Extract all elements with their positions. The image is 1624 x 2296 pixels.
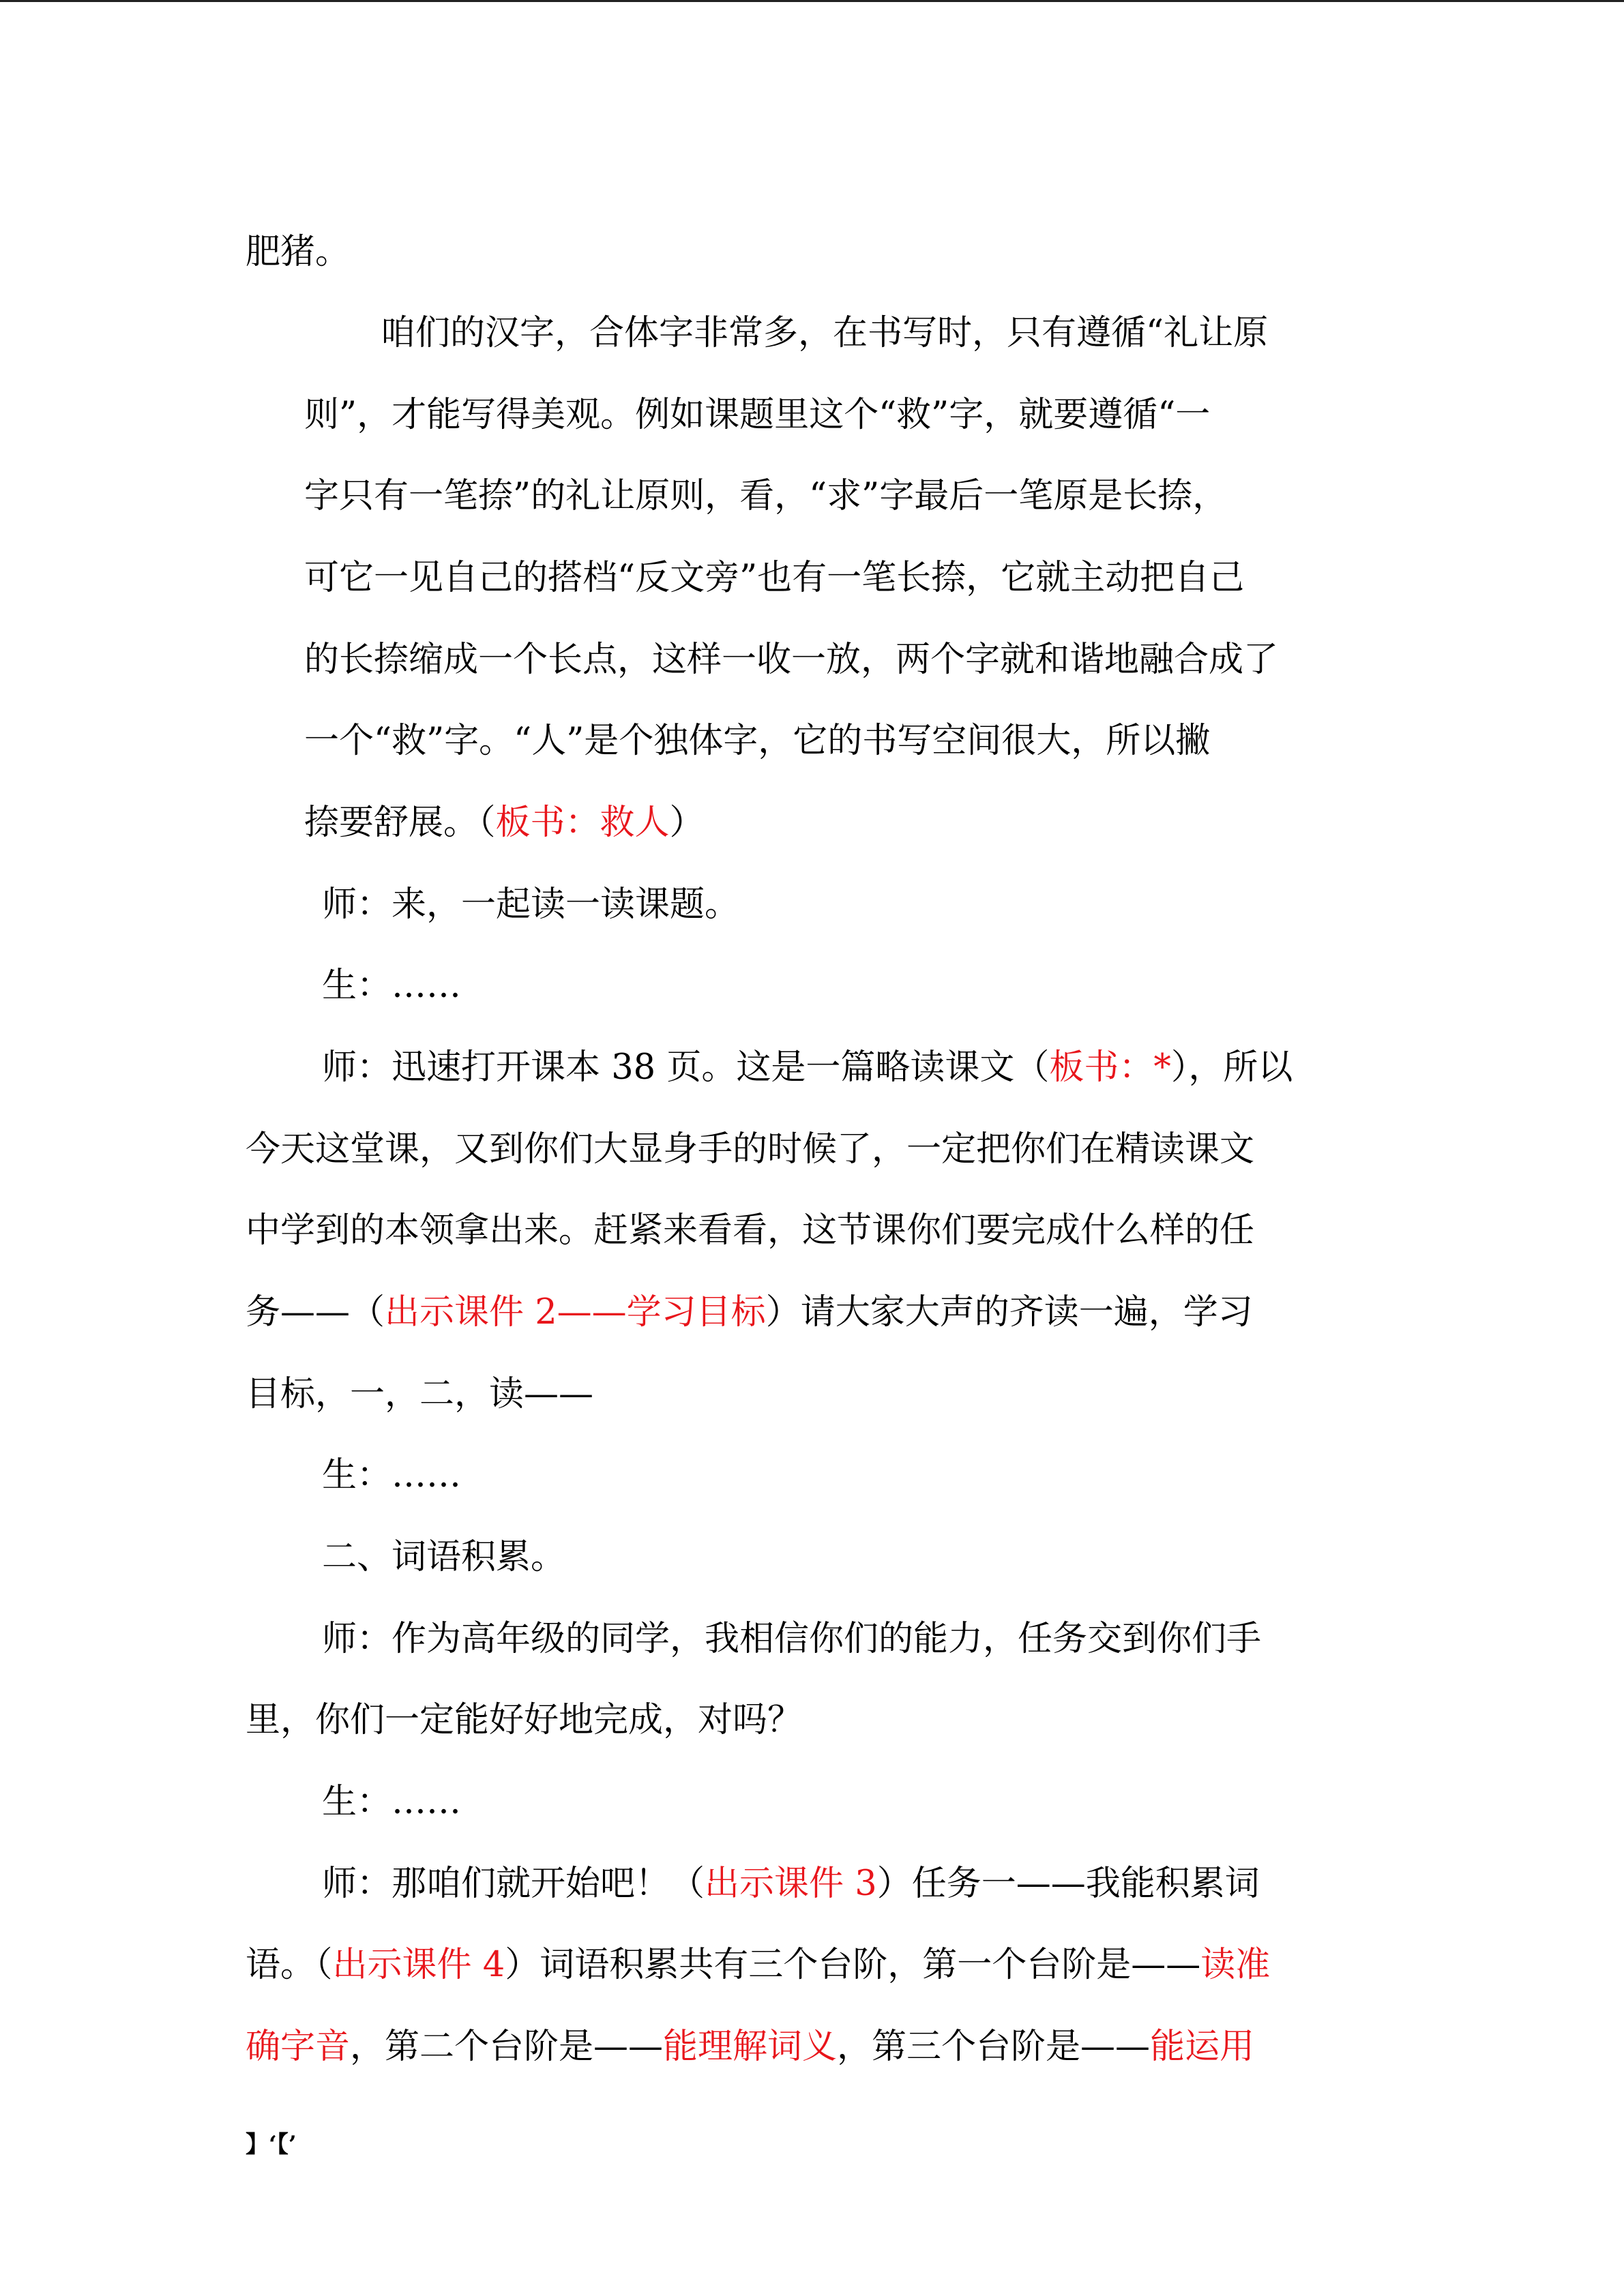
text-run: 生：…… [322, 966, 462, 1006]
text-run: 则”，才能写得美观。例如课题里这个“救”字，就要遵循“一 [304, 395, 1211, 435]
text-run: 可它一见自己的搭档“反文旁”也有一笔长捺，它就主动把自己 [304, 558, 1245, 598]
highlight-text: 能运用 [1150, 2027, 1255, 2067]
text-run: 务——（ [246, 1292, 385, 1332]
text-line [322, 1619, 1261, 1660]
text-run: 中学到的本领拿出来。赶紧来看看，这节课你们要完成什么样的任 [246, 1210, 1255, 1251]
text-run: 肥猪。 [246, 232, 351, 272]
text-run: 师：作为高年级的同学，我相信你们的能力，任务交到你们手 [322, 1619, 1262, 1659]
text-line [322, 1782, 461, 1823]
text-line [322, 1864, 1260, 1905]
text-line [322, 1047, 1293, 1088]
text-line [381, 313, 1268, 354]
text-run: 捺要舒展。（ [304, 803, 496, 843]
text-line [246, 1945, 1270, 1986]
text-run: ，第三个台阶是—— [837, 2027, 1151, 2067]
text-run: ）词语积累共有三个台阶，第一个台阶是—— [505, 1945, 1201, 1985]
text-line [246, 232, 350, 273]
text-line [246, 1292, 1253, 1333]
highlight-text: 能理解词义 [663, 2027, 838, 2067]
text-run: ，第二个台阶是—— [350, 2027, 664, 2067]
text-run: ）任务一——我能积累词 [876, 1864, 1260, 1904]
text-run: 目标，一，二，读—— [246, 1374, 594, 1414]
text-run: 一个“救”字。“人”是个独体字，它的书写空间很大，所以撇 [304, 721, 1211, 761]
page-footer: 】‘【’ [246, 2131, 297, 2158]
text-line [304, 721, 1210, 762]
courseware-note: 出示课件 2——学习目标 [385, 1292, 766, 1332]
text-line [322, 884, 739, 925]
text-run: 字只有一笔捺”的礼让原则，看，“求”字最后一笔原是长捺， [304, 476, 1228, 516]
text-line [304, 395, 1210, 436]
text-run: ） [669, 803, 705, 843]
text-line [304, 476, 1227, 517]
highlight-text: 读准 [1200, 1945, 1271, 1985]
text-run: ）请大家大声的齐读一遍，学习 [765, 1292, 1253, 1332]
text-line [246, 2027, 1254, 2068]
text-line [304, 558, 1244, 599]
highlight-text: 确字音 [246, 2027, 351, 2067]
text-line [304, 640, 1278, 681]
text-run: 生：…… [322, 1782, 462, 1822]
text-line [246, 1374, 593, 1415]
text-run: 生：…… [322, 1455, 462, 1495]
text-run: ），所以 [1170, 1047, 1293, 1088]
text-run: 二、词语积累。 [322, 1537, 566, 1577]
courseware-note: 出示课件 3 [705, 1864, 877, 1904]
text-line [322, 966, 461, 1007]
text-run: 师：那咱们就开始吧！（ [322, 1864, 705, 1904]
board-note: 板书：救人 [495, 803, 670, 843]
text-line [246, 1129, 1254, 1170]
text-run: 今天这堂课，又到你们大显身手的时候了，一定把你们在精读课文 [246, 1129, 1255, 1169]
text-line [304, 803, 705, 844]
text-run: 师：来，一起读一读课题。 [322, 884, 740, 925]
text-run: 咱们的汉字，合体字非常多，在书写时，只有遵循“礼让原 [381, 313, 1269, 353]
text-line [246, 1700, 802, 1741]
text-run: 的长捺缩成一个长点，这样一收一放，两个字就和谐地融合成了 [304, 640, 1279, 680]
text-run: 师：迅速打开课本 38 页。这是一篇略读课文（ [322, 1047, 1050, 1088]
text-line [322, 1455, 461, 1496]
section-heading [322, 1537, 565, 1578]
board-note: 板书：* [1049, 1047, 1171, 1088]
text-line [246, 1210, 1254, 1251]
courseware-note: 出示课件 4 [332, 1945, 505, 1985]
text-run: 里，你们一定能好好地完成，对吗？ [246, 1700, 803, 1740]
text-run: 语。（ [246, 1945, 333, 1985]
